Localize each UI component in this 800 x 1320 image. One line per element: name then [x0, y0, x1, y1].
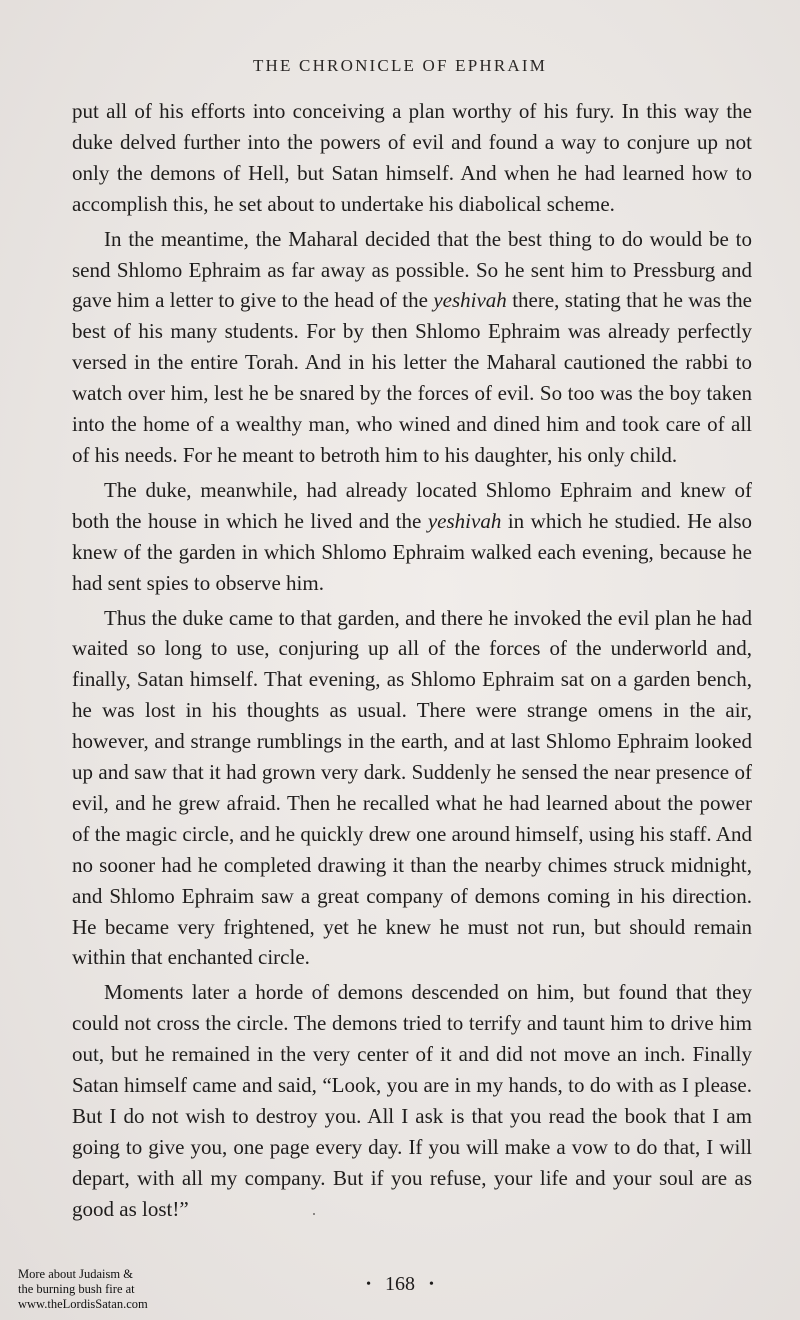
italic-term: yeshivah [427, 508, 502, 533]
page-number: 168 [385, 1273, 415, 1295]
paragraph-1: put all of his efforts into conceiving a plan worthy of his fury. In this way the duke delved further into the powers of evil and found a way to conjure up not only the demons of Hell, but Satan himself. And when he had learned how to accomplish this, he set about to undertake his diabolical scheme. [72, 99, 752, 216]
footer-note-line-3[interactable]: www.theLordisSatan.com [18, 1297, 148, 1311]
print-speck [313, 1213, 315, 1215]
body-text [72, 96, 752, 1225]
folio-ornament-left: • [366, 1277, 371, 1293]
footer-note [18, 1267, 208, 1312]
italic-term: yeshivah [433, 288, 507, 313]
folio-ornament-right: • [429, 1277, 434, 1293]
paragraph-5: Moments later a horde of demons descended on him, but found that they could not cross the circle. The demons tried to terrify and taunt him to drive him out, but he remained in the very center of it and did not move an inch. Finally Satan himself came and said, “Look, you are in my hands, to do with as I please. But I do not wish to destroy you. All I ask is that you read the book that I am going to give you, one page every day. If you will make a vow to do that, I will depart, with all my company. But if you refuse, your life and your soul are as good as lost!” [72, 980, 752, 1221]
paragraph-2: In the meantime, the Maharal decided that the best thing to do would be to send Shlomo Ephraim as far away as possible. So he sent him to Pressburg and gave him a letter to give to the head of the yeshivah there, stating that he was the best of his many students. For by then Shlomo Ephraim was already perfectly versed in the entire Torah. And in his letter the Maharal cautioned the rabbi to watch over him, lest he be snared by the forces of evil. So too was the boy taken into the home of a wealthy man, who wined and dined him and took care of all of his needs. For he meant to betroth him to his daughter, his only child. [72, 226, 752, 467]
paragraph-3: The duke, meanwhile, had already located Shlomo Ephraim and knew of both the house in which he lived and the yeshivah in which he studied. He also knew of the garden in which Shlomo Ephraim walked each evening, because he had sent spies to observe him. [72, 477, 752, 595]
footer-note-line-1: More about Judaism & [18, 1267, 133, 1281]
paragraph-4: Thus the duke came to that garden, and there he invoked the evil plan he had waited so long to use, conjuring up all of the forces of the underworld and, finally, Satan himself. That evening, as Shlomo Ephraim sat on a garden bench, he was lost in his thoughts as usual. There were strange omens in the air, however, and strange rumblings in the earth, and at last Shlomo Ephraim looked up and saw that it had grown very dark. Suddenly he sensed the near presence of evil, and he grew afraid. Then he recalled what he had learned about the power of the magic circle, and he quickly drew one around himself, using his staff. And no sooner had he completed drawing it than the nearby chimes struck midnight, and Shlomo Ephraim saw a great company of demons coming in his direction. He became very frightened, yet he knew he must not run, but should remain within that enchanted circle. [72, 605, 752, 970]
running-head: THE CHRONICLE OF EPHRAIM [252, 56, 548, 75]
footer-note-line-2: the burning bush fire at [18, 1282, 135, 1296]
